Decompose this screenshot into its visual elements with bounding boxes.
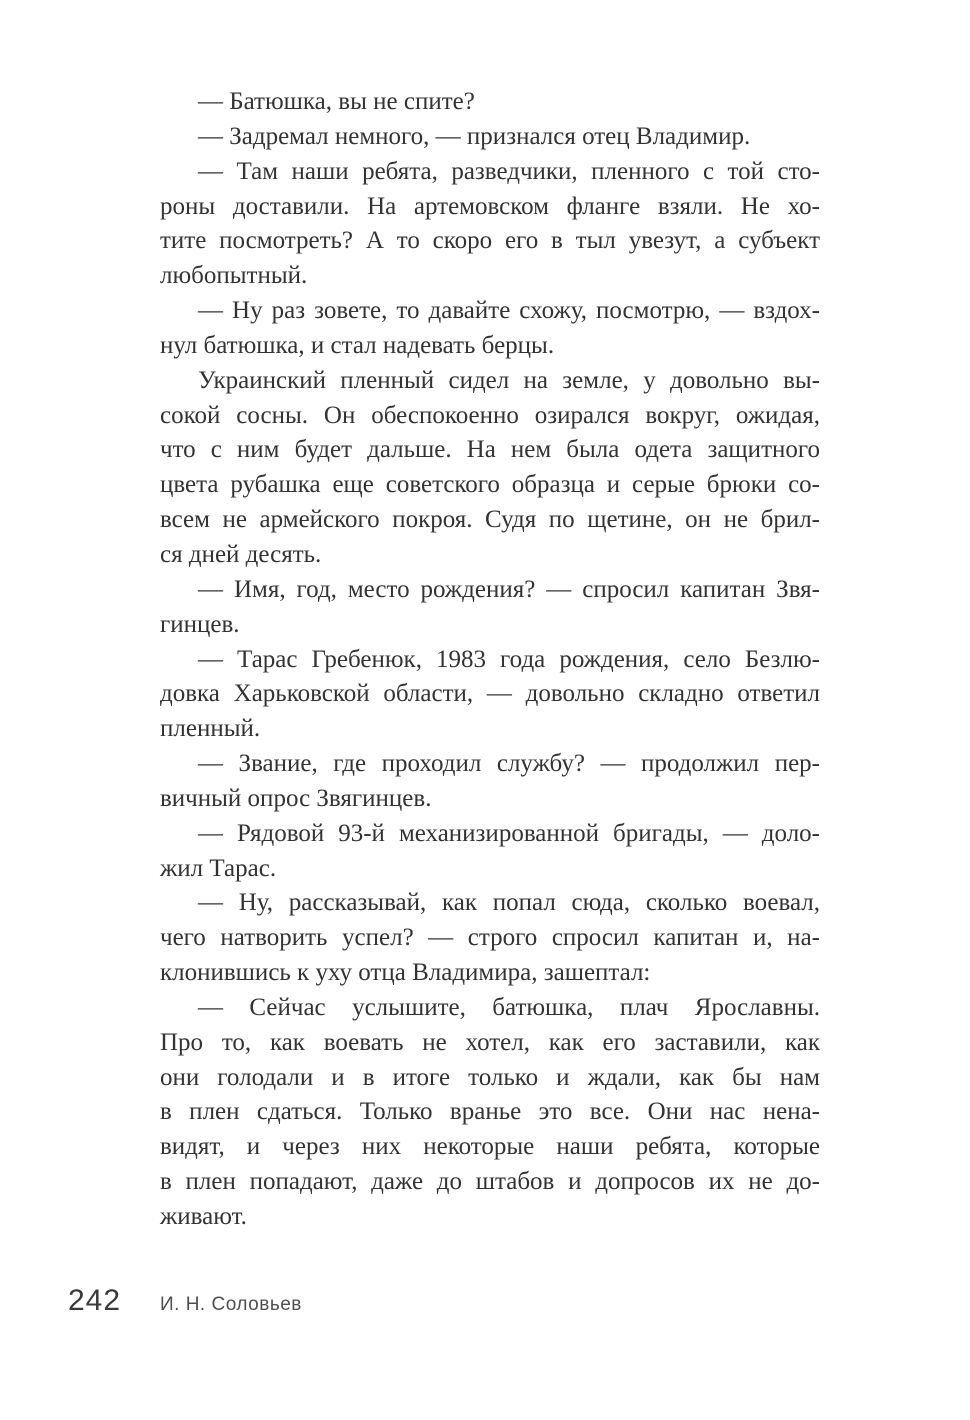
text-line: сокой сосны. Он обеспокоенно озирался вокруг, ожидая, xyxy=(160,401,820,429)
text-line: роны доставили. На артемовском фланге взяли. Не хо- xyxy=(160,192,820,220)
text-line: цвета рубашка еще советского образца и серые брюки со- xyxy=(160,471,820,499)
page-footer xyxy=(68,1284,768,1318)
text-line: — Там наши ребята, разведчики, пленного с той сто- xyxy=(198,157,820,185)
text-line: они голодали и в итоге только и ждали, как бы нам xyxy=(160,1063,820,1091)
text-line: — Батюшка, вы не спите? xyxy=(198,88,475,115)
paragraph xyxy=(160,747,820,817)
text-line: довка Харьковской области, — довольно складно ответил xyxy=(160,680,820,708)
paragraph xyxy=(160,991,820,1235)
paragraph xyxy=(160,155,820,294)
text-line: Про то, как воевать не хотел, как его заставили, как xyxy=(160,1028,820,1056)
paragraph xyxy=(160,573,820,643)
text-line: клонившись к уху отца Владимира, зашептал: xyxy=(160,959,651,987)
text-line: в плен попадают, даже до штабов и допросов их не до- xyxy=(160,1168,820,1196)
text-line: — Звание, где проходил службу? — продолжил пер- xyxy=(198,750,820,778)
text-line: — Сейчас услышите, батюшка, плач Ярославны. xyxy=(198,993,820,1021)
text-line: вичный опрос Звягинцев. xyxy=(160,784,432,812)
paragraph xyxy=(160,85,820,120)
text-line: Украинский пленный сидел на земле, у довольно вы- xyxy=(198,366,820,394)
text-line: что с ним будет дальше. На нем была одета защитного xyxy=(160,436,820,464)
text-line: тите посмотреть? А то скоро его в тыл увезут, а субъект xyxy=(160,227,820,255)
text-line: ся дней десять. xyxy=(160,540,322,568)
text-line: — Рядовой 93-й механизированной бригады, — доло- xyxy=(198,819,820,847)
text-line: гинцев. xyxy=(160,610,240,638)
body-text xyxy=(160,85,820,1235)
text-line: любопытный. xyxy=(160,262,308,290)
paragraph xyxy=(160,364,820,573)
text-line: всем не армейского покроя. Судя по щетине, он не брил- xyxy=(160,506,820,534)
text-line: в плен сдаться. Только вранье это все. Они нас нена- xyxy=(160,1098,820,1126)
text-line: — Имя, год, место рождения? — спросил капитан Звя- xyxy=(198,575,820,603)
text-line: — Ну раз зовете, то давайте схожу, посмотрю, — вздох- xyxy=(198,297,820,325)
text-line: — Ну, рассказывай, как попал сюда, сколько воевал, xyxy=(198,889,820,917)
text-line: нул батюшка, и стал надевать берцы. xyxy=(160,331,555,359)
paragraph xyxy=(160,643,820,748)
text-line: пленный. xyxy=(160,715,261,743)
paragraph xyxy=(160,294,820,364)
text-line: — Тарас Гребенюк, 1983 года рождения, село Безлю- xyxy=(198,645,820,673)
paragraph xyxy=(160,886,820,991)
paragraph xyxy=(160,817,820,887)
text-line: живают. xyxy=(160,1203,247,1230)
running-header-author: И. Н. Соловьев xyxy=(160,1294,302,1315)
text-line: чего натворить успел? — строго спросил капитан и, на- xyxy=(160,924,820,952)
text-line: видят, и через них некоторые наши ребята, которые xyxy=(160,1133,820,1161)
text-line: жил Тарас. xyxy=(160,854,277,882)
text-line: — Задремал немного, — признался отец Владимир. xyxy=(198,122,751,150)
paragraph xyxy=(160,120,820,155)
page-number: 242 xyxy=(68,1284,122,1317)
